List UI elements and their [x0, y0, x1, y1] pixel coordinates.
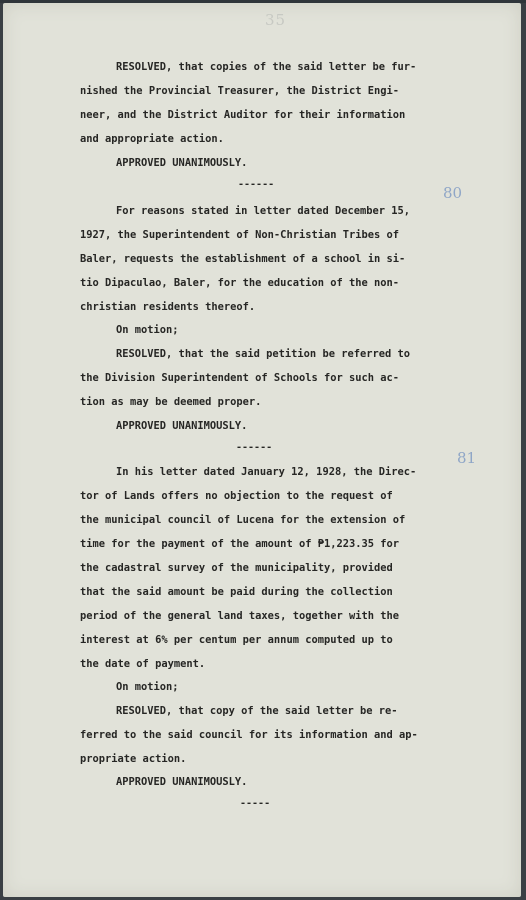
paragraph-line: tion as may be deemed proper. — [80, 396, 262, 408]
margin-note-80: 80 — [443, 184, 463, 202]
paragraph-line: christian residents thereof. — [80, 301, 256, 313]
on-motion: On motion; — [116, 324, 179, 336]
paragraph-line: ferred to the said council for its information and ap- — [80, 729, 418, 741]
approved-unanimously: APPROVED UNANIMOUSLY. — [116, 157, 248, 169]
paragraph-line: period of the general land taxes, together with the — [80, 610, 400, 622]
approved-unanimously: APPROVED UNANIMOUSLY. — [116, 420, 248, 432]
section-separator: ------ — [236, 442, 273, 453]
section-separator: ------ — [238, 179, 275, 190]
paragraph-line: For reasons stated in letter dated December 15, — [116, 205, 411, 217]
paragraph-line: tor of Lands offers no objection to the request of — [80, 490, 393, 502]
paragraph-line: neer, and the District Auditor for their information — [80, 109, 406, 121]
paragraph-line: and appropriate action. — [80, 133, 224, 145]
paragraph-line: the cadastral survey of the municipality, provided — [80, 562, 393, 574]
paragraph-line: Baler, requests the establishment of a school in si- — [80, 253, 406, 265]
paragraph-line: propriate action. — [80, 753, 187, 765]
paragraph-line: RESOLVED, that the said petition be referred to — [116, 348, 411, 360]
paragraph-line: tio Dipaculao, Baler, for the education of the non- — [80, 277, 400, 289]
paragraph-line: nished the Provincial Treasurer, the District Engi- — [80, 85, 400, 97]
approved-unanimously: APPROVED UNANIMOUSLY. — [116, 776, 248, 788]
paragraph-line: interest at 6% per centum per annum computed up to — [80, 634, 393, 646]
paragraph-line: RESOLVED, that copy of the said letter be re- — [116, 705, 398, 717]
paragraph-line: the municipal council of Lucena for the extension of — [80, 514, 406, 526]
on-motion: On motion; — [116, 681, 179, 693]
paragraph-line: time for the payment of the amount of ₱1,223.35 for — [80, 538, 400, 550]
paragraph-line: that the said amount be paid during the collection — [80, 586, 393, 598]
paragraph-line: 1927, the Superintendent of Non-Christian Tribes of — [80, 229, 400, 241]
paragraph-line: RESOLVED, that copies of the said letter be fur- — [116, 61, 417, 73]
paragraph-line: In his letter dated January 12, 1928, the Direc- — [116, 466, 417, 478]
page-number: 35 — [265, 11, 287, 29]
margin-note-81: 81 — [457, 449, 477, 467]
document-page — [3, 3, 521, 897]
paragraph-line: the Division Superintendent of Schools for such ac- — [80, 372, 400, 384]
paragraph-line: the date of payment. — [80, 658, 206, 670]
section-separator: ----- — [240, 798, 271, 809]
